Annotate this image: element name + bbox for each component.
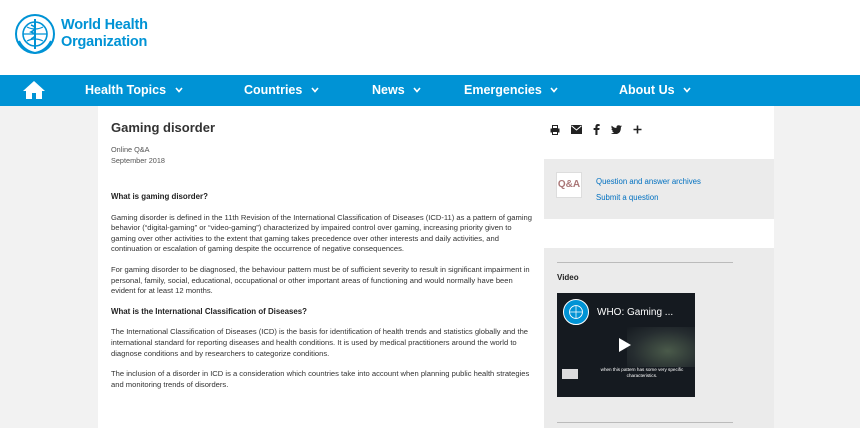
logo-line1: World Health xyxy=(61,17,148,33)
nav-label: News xyxy=(372,83,405,97)
nav-countries[interactable] xyxy=(244,75,319,106)
logo-line2: Organization xyxy=(61,34,148,50)
nav-about-us[interactable] xyxy=(619,75,691,106)
video-player[interactable] xyxy=(557,293,695,397)
chevron-down-icon xyxy=(413,87,421,93)
content-area xyxy=(98,106,774,428)
video-subtitle: when this pattern has some very specific characteristics. xyxy=(600,367,684,378)
qa-panel xyxy=(544,159,774,219)
nav-label: About Us xyxy=(619,83,675,97)
who-small-logo-icon xyxy=(562,369,578,379)
article-body xyxy=(111,192,533,400)
question-heading: What is gaming disorder? xyxy=(111,192,208,201)
page-title: Gaming disorder xyxy=(111,120,216,135)
home-icon[interactable] xyxy=(22,80,46,100)
qa-archives-link[interactable]: Question and answer archives xyxy=(596,177,701,186)
who-video-logo-icon xyxy=(563,299,589,325)
video-thumbnail xyxy=(627,327,695,367)
plus-icon[interactable] xyxy=(633,125,642,134)
twitter-icon[interactable] xyxy=(611,125,622,134)
facebook-icon[interactable] xyxy=(593,124,600,135)
video-heading: Video xyxy=(557,273,579,282)
qa-icon: Q&A xyxy=(556,172,582,198)
paragraph: The inclusion of a disorder in ICD is a consideration which countries take into account when planning public health strategies and monitoring trends of disorders. xyxy=(111,369,530,389)
main-navigation xyxy=(0,75,860,106)
video-panel xyxy=(544,248,774,428)
paragraph: Gaming disorder is defined in the 11th Revision of the International Classification of Diseases (ICD-11) as a pattern of gaming behavior (“digital-gaming” or “video-gaming”) characterized by impaired control over gaming, increasing priority given to gaming over other activities to the extent that gaming takes precedence over other interests and daily activities, and continuation or escalation of gaming despite the occurrence of negative consequences. xyxy=(111,212,532,254)
paragraph: The International Classification of Diseases (ICD) is the basis for identification of health trends and statistics globally and the international standard for reporting diseases and health conditions. It is used by medical practitioners around the world to diagnose conditions and by researchers to categorize conditions. xyxy=(111,327,529,358)
chevron-down-icon xyxy=(683,87,691,93)
email-icon[interactable] xyxy=(571,125,582,134)
nav-emergencies[interactable] xyxy=(464,75,558,106)
who-emblem-icon xyxy=(14,13,56,55)
content-type: Online Q&A xyxy=(111,145,150,154)
top-header xyxy=(0,0,860,75)
play-icon[interactable] xyxy=(619,338,631,352)
share-toolbar xyxy=(550,124,642,135)
divider xyxy=(557,262,733,263)
nav-news[interactable] xyxy=(372,75,421,106)
who-logo[interactable] xyxy=(14,13,148,55)
paragraph: For gaming disorder to be diagnosed, the behaviour pattern must be of sufficient severity to result in significant impairment in personal, family, social, educational, occupational or other important areas of functioning and would normally have been evident for at least 12 months. xyxy=(111,264,530,296)
page-meta xyxy=(111,144,165,166)
divider xyxy=(557,422,733,423)
nav-label: Health Topics xyxy=(85,83,167,97)
nav-label: Countries xyxy=(244,83,303,97)
publish-date: September 2018 xyxy=(111,156,165,165)
nav-health-topics[interactable] xyxy=(85,75,183,106)
chevron-down-icon xyxy=(175,87,183,93)
print-icon[interactable] xyxy=(550,125,560,135)
chevron-down-icon xyxy=(550,87,558,93)
video-title: WHO: Gaming ... xyxy=(597,307,674,318)
question-heading: What is the International Classification of Diseases? xyxy=(111,306,307,316)
submit-question-link[interactable]: Submit a question xyxy=(596,193,659,202)
nav-label: Emergencies xyxy=(464,83,542,97)
chevron-down-icon xyxy=(311,87,319,93)
